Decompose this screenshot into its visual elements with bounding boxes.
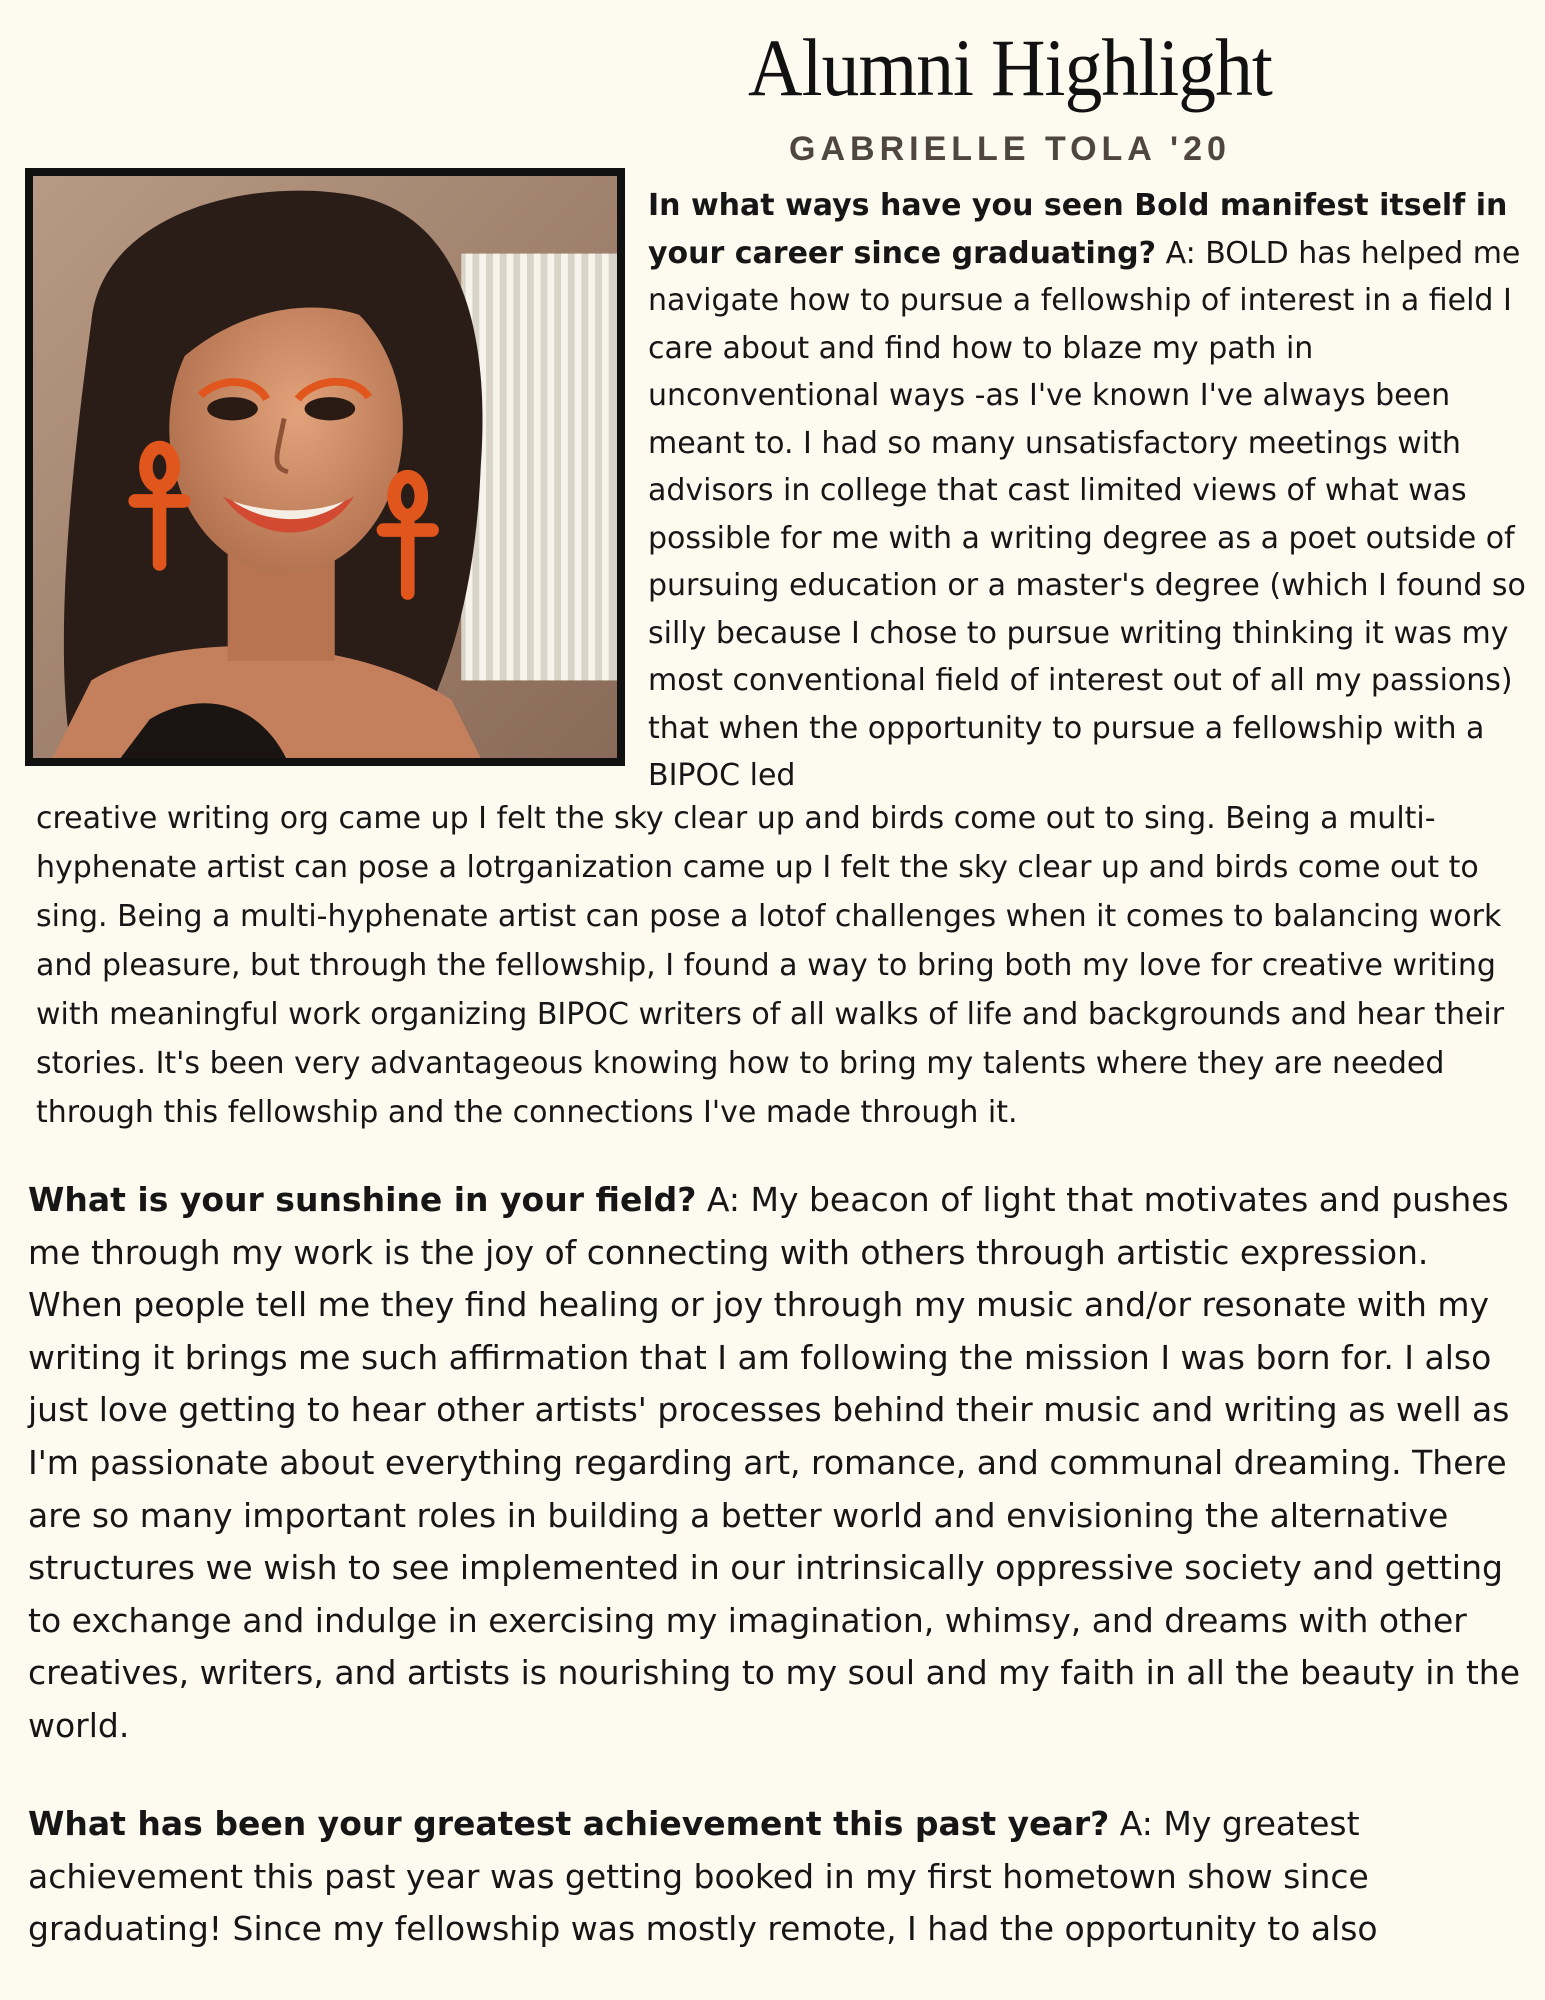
answer-career-bold-rest: creative writing org came up I felt the sky clear up and birds come out to sing. Being a multi-hyphenate artist can pose a lotrganization came up I felt the sky clear up and birds come out to sing. Being a multi-hyphenate artist can pose a lotof challenges when it comes to balancing work and pleasure, but through the fellowship, I found a way to bring both my love for creative writing with meaningful work organizing BIPOC writers of all walks of life and backgrounds and hear their stories. It's been very advantageous knowing how to bring my talents where they are needed through this fellowship and the connections I've made through it. [36,801,1505,1130]
portrait-photo-icon [33,176,617,758]
answer-sunshine: A: My beacon of light that motivates and pushes me through my work is the joy of connecting with others through artistic expression. When people tell me they find healing or joy through my music and/or resonate with my writing it brings me such affirmation that I am following the mission I was born for. I also just love getting to hear other artists' processes behind their music and writing as well as I'm passionate about everything regarding art, romance, and communal dreaming. There are so many important roles in building a better world and envisioning the alternative structures we wish to see implemented in our intrinsically oppressive society and getting to exchange and indulge in exercising my imagination, whimsy, and dreams with other creatives, writers, and artists is nourishing to my soul and my faith in all the beauty in the world. [28,1180,1521,1745]
section-career-bold-intro [648,182,1545,800]
page-title: Alumni Highlight [748,22,1272,113]
question-achievement: What has been your greatest achievement this past year? [28,1804,1110,1843]
section-sunshine [28,1174,1528,1753]
alumni-photo [25,168,625,766]
alumni-name: GABRIELLE TOLA '20 [789,130,1231,168]
answer-achievement: A: My greatest achievement this past year was getting booked in my first hometown show since graduating! Since my fellowship was mostly remote, I had the opportunity to also [28,1804,1378,1949]
answer-career-bold-lead: A: BOLD has helped me navigate how to pursue a fellowship of interest in a field I care about and find how to blaze my path in unconventional ways -as I've known I've always been meant to. I had so many unsatisfactory meetings with advisors in college that cast limited views of what was possible for me with a writing degree as a poet outside of pursuing education or a master's degree (which I found so silly because I chose to pursue writing thinking it was my most conventional field of interest out of all my passions) that when the opportunity to pursue a fellowship with a BIPOC led [648,235,1526,793]
question-sunshine: What is your sunshine in your field? [28,1180,697,1219]
section-achievement [28,1798,1528,1956]
question-career-bold: In what ways have you seen Bold manifest itself in your career since graduating? [648,188,1508,271]
